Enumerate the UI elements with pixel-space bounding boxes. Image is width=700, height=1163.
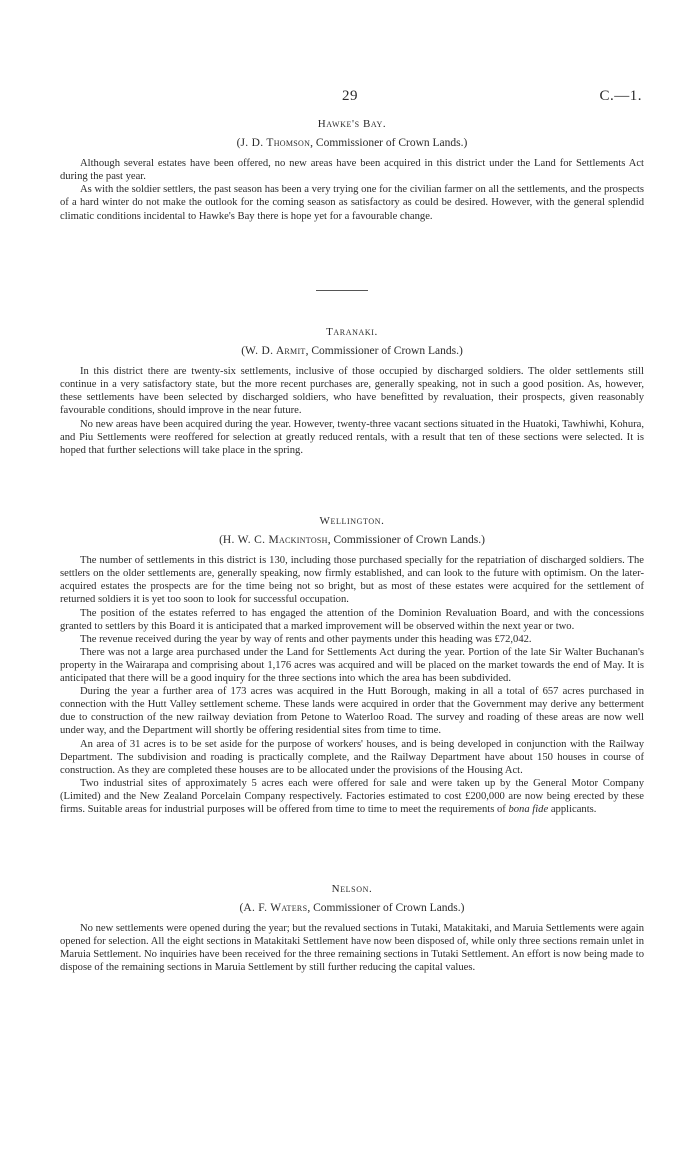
commissioner-name: A. F. Waters <box>243 902 308 915</box>
section-heading: Hawke's Bay. <box>317 118 387 130</box>
section-divider <box>316 290 368 291</box>
paragraph-text: Two industrial sites of approximately 5 acres each were offered for sale and were taken up by the General Motor Company (Limited) and the New Zealand Porcelain Company respectively. Factories estimated to cost £200,000 are now being erected by these firms. Suitable areas for industrial purposes will be offered from time to time to meet the requirements of <box>60 777 644 815</box>
commissioner-title: , Commissioner of Crown Lands.) <box>307 902 465 915</box>
commissioner-line <box>60 534 644 547</box>
section-nelson <box>60 883 644 975</box>
commissioner-open: ( <box>241 345 246 358</box>
paragraph: The position of the estates referred to has engaged the attention of the Dominion Revaluation Board, and with the concessions granted to settlers by this Board it is anticipated that a marked improvement will be observed within the next year or two. <box>60 607 644 632</box>
paragraph: The revenue received during the year by way of rents and other payments under this heading was £72,042. <box>80 633 532 645</box>
paragraph: An area of 31 acres is to be set aside for the purpose of workers' houses, and is being developed in conjunction with the Railway Department. The subdivision and roading is practically complete, and the Railway Department have about 150 houses in course of construction. As they are completed these houses are to be allocated under the provisions of the Housing Act. <box>60 738 644 776</box>
page-number: 29 <box>342 88 358 104</box>
paragraph: Although several estates have been offered, no new areas have been acquired in this district under the Land for Settlements Act during the past year. <box>60 158 644 183</box>
commissioner-title: , Commissioner of Crown Lands.) <box>305 345 463 358</box>
paragraph: As with the soldier settlers, the past season has been a very trying one for the civilian farmer on all the settlements, and the prospects of a hard winter do not make the outlook for the coming season as satisfactory as could be desired. However, with the general splendid climatic conditions incidental to Hawke's Bay there is hope yet for a favourable change. <box>60 184 644 222</box>
section-heading: Wellington. <box>319 515 385 527</box>
paragraph-tail: applicants. <box>548 803 597 815</box>
commissioner-line <box>60 902 644 915</box>
paragraph: No new settlements were opened during the year; but the revalued sections in Tutaki, Matakitaki, and Maruia Settlements were again opened for selection. All the eight sections in Matakitaki Settlement have now been disposed of, while only three sections remain unlet in Maruia Settlement. No inquiries have been received for the three remaining sections in Tutaki Settlement. An effort is now being made to dispose of the remaining sections in Maruia Settlement by still further reducing the capital values. <box>60 923 644 974</box>
paragraph: During the year a further area of 173 acres was acquired in the Hutt Borough, making in all a total of 657 acres purchased in connection with the Hutt Valley settlement scheme. These lands were acquired in order that the Government may derive any betterment due to construction of the new railway deviation from Petone to Waterloo Road. The survey and roading of these areas are now well under way, and the Department will shortly be offering residential sites from time to time. <box>60 686 644 737</box>
paragraph: No new areas have been acquired during the year. However, twenty-three vacant sections situated in the Huatoki, Tawhiwhi, Kohura, and Piu Settlements were reoffered for selection at greatly reduced rentals, with a result that ten of these sections were selected. It is hoped that further selections will take place in the spring. <box>60 418 644 456</box>
italic-phrase: bona fide <box>508 803 549 815</box>
commissioner-name: H. W. C. Mackintosh <box>222 534 328 547</box>
commissioner-open: ( <box>219 534 223 547</box>
paragraph: The number of settlements in this district is 130, including those purchased specially for the repatriation of discharged soldiers. The settlers on the older settlements are, generally speaking, now firmly established, and can look to the future with optimism. On the later-acquired estates the prospects are for the time being not so bright, but as most of these estates were acquired for the settlement of returned soldiers it is yet too soon to look for successful occupation. <box>60 555 644 606</box>
commissioner-line <box>60 345 644 358</box>
paragraph <box>60 777 644 816</box>
paragraph: There was not a large area purchased under the Land for Settlements Act during the year. Portion of the late Sir Walter Buchanan's property in the Wairarapa and comprising about 1,176 acres was acquired and will be placed on the market towards the end of May. It is anticipated that there will be a good inquiry for the three sections into which the area has been subdivided. <box>60 646 644 685</box>
section-hawkes-bay <box>60 118 644 223</box>
commissioner-title: , Commissioner of Crown Lands.) <box>327 534 485 547</box>
commissioner-name: J. D. Thomson <box>240 137 311 150</box>
commissioner-open: ( <box>239 902 244 915</box>
section-wellington <box>60 515 644 816</box>
commissioner-line <box>60 137 644 150</box>
commissioner-title: , Commissioner of Crown Lands.) <box>310 137 468 150</box>
commissioner-name: W. D. Armit <box>245 345 306 358</box>
commissioner-open: ( <box>236 137 241 150</box>
section-taranaki <box>60 326 644 457</box>
document-reference: C.—1. <box>599 88 642 104</box>
section-heading: Taranaki. <box>326 326 378 338</box>
section-heading: Nelson. <box>331 883 373 895</box>
paragraph: In this district there are twenty-six settlements, inclusive of those occupied by discharged soldiers. The older settlements still continue in a very satisfactory state, but the more recent purchases are, generally speaking, not in such a good position. As, however, these settlements have been selected by discharged soldiers, who have benefitted by revaluation, their prospects, given reasonably favourable conditions, should improve in the near future. <box>60 366 644 417</box>
